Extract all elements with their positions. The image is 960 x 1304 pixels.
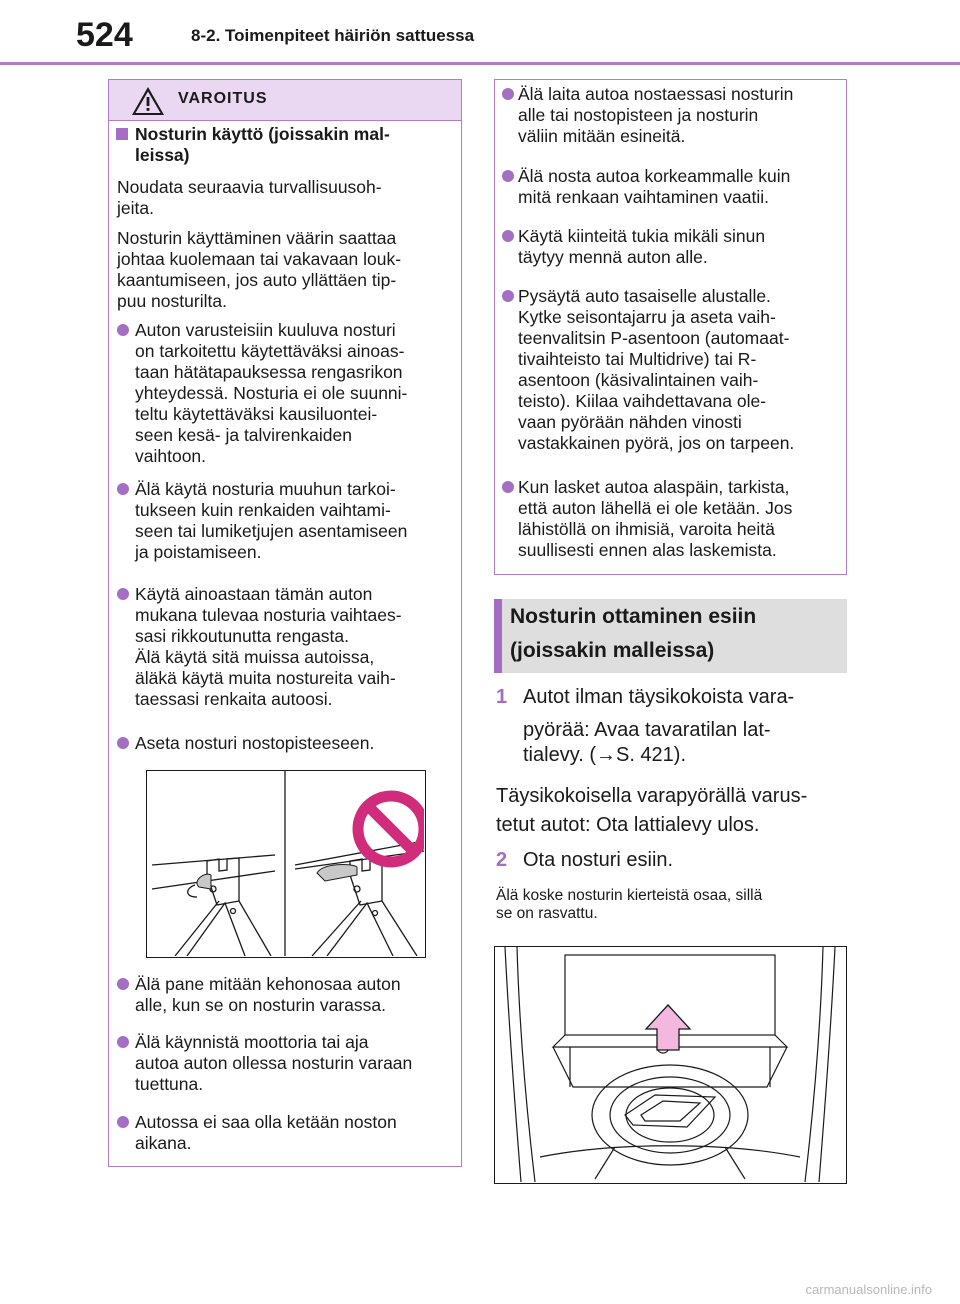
left-bullet-3-line: sasi rikkoutunutta rengasta. xyxy=(135,626,350,646)
mid-text-line: tetut autot: Ota lattialevy ulos. xyxy=(496,814,760,836)
left-bullet-5-line: alle, kun se on nosturin varassa. xyxy=(135,995,386,1015)
left-bullet-7-line: Autossa ei saa olla ketään noston xyxy=(135,1112,397,1132)
left-bullet-1-line: on tarkoitettu käytettäväksi ainoas- xyxy=(135,341,405,361)
left-bullet-1-line: vaihtoon. xyxy=(135,446,207,466)
right-bullet-4-line: teenvalitsin P-asentoon (automaat- xyxy=(518,328,790,348)
square-bullet xyxy=(116,128,128,140)
mid-text-line: Täysikokoisella varapyörällä varus- xyxy=(496,785,808,807)
right-bullet-3-line: täytyy mennä auton alle. xyxy=(518,247,708,267)
right-bullet-4-line: Kytke seisontajarru ja aseta vaih- xyxy=(518,307,776,327)
warning-subheading-2: leissa) xyxy=(135,145,190,165)
right-bullet-5-line: lähistöllä on ihmisiä, varoita heitä xyxy=(518,519,775,539)
page-header xyxy=(0,0,960,66)
bullet-icon xyxy=(117,737,129,749)
left-bullet-2-line: seen tai lumiketjujen asentamiseen xyxy=(135,521,408,541)
header-rule xyxy=(0,62,960,65)
note-line: Älä koske nosturin kierteistä osaa, sillä xyxy=(496,887,763,904)
bullet-icon xyxy=(502,170,514,182)
warning-para1-line: jeita. xyxy=(117,198,154,218)
right-bullet-4-line: vastakkainen pyörä, jos on tarpeen. xyxy=(518,433,795,453)
step-1-line: tialevy. (→S. 421). xyxy=(523,744,687,766)
bullet-icon xyxy=(502,290,514,302)
right-bullet-5-line: että auton lähellä ei ole ketään. Jos xyxy=(518,498,793,518)
page-number: 524 xyxy=(76,16,133,54)
right-bullet-2-line: mitä renkaan vaihtaminen vaatii. xyxy=(518,187,769,207)
bullet-icon xyxy=(502,230,514,242)
bullet-icon xyxy=(117,978,129,990)
bullet-icon xyxy=(117,483,129,495)
left-bullet-3-line: mukana tulevaa nosturia vaihtaes- xyxy=(135,605,402,625)
step-2-line: Ota nosturi esiin. xyxy=(523,849,674,871)
left-bullet-6-line: autoa auton ollessa nosturin varaan xyxy=(135,1053,413,1073)
warning-subheading-1: Nosturin käyttö (joissakin mal- xyxy=(135,124,390,144)
jack-drawing xyxy=(147,771,424,956)
section-heading-line-2: (joissakin malleissa) xyxy=(510,639,715,662)
right-bullet-4-line: Pysäytä auto tasaiselle alustalle. xyxy=(518,286,771,306)
left-bullet-3-line: Älä käytä sitä muissa autoissa, xyxy=(135,647,375,667)
step-1-line: Autot ilman täysikokoista vara- xyxy=(523,686,795,708)
left-bullet-1-line: yhteydessä. Nosturia ei ole suunni- xyxy=(135,383,408,403)
right-bullet-2-line: Älä nosta autoa korkeammalle kuin xyxy=(518,166,791,186)
warning-para2-line: Nosturin käyttäminen väärin saattaa xyxy=(117,228,397,248)
right-bullet-3-line: Käytä kiinteitä tukia mikäli sinun xyxy=(518,226,766,246)
bullet-icon xyxy=(117,324,129,336)
note-line: se on rasvattu. xyxy=(496,905,598,922)
right-bullet-1-line: väliin mitään esineitä. xyxy=(518,126,686,146)
trunk-drawing xyxy=(495,947,845,1182)
bullet-icon xyxy=(117,588,129,600)
warning-para2-line: johtaa kuolemaan tai vakavaan louk- xyxy=(117,249,402,269)
bullet-icon xyxy=(117,1036,129,1048)
left-bullet-6-line: Älä käynnistä moottoria tai aja xyxy=(135,1032,369,1052)
right-bullet-4-line: teisto). Kiilaa vaihdettavana ole- xyxy=(518,391,767,411)
step-1-line: pyörää: Avaa tavaratilan lat- xyxy=(523,719,771,741)
left-bullet-1-line: seen kesä- ja talvirenkaiden xyxy=(135,425,352,445)
section-title: 8-2. Toimenpiteet häiriön sattuessa xyxy=(191,26,475,45)
bullet-icon xyxy=(117,1116,129,1128)
warning-para2-line: puu nosturilta. xyxy=(117,291,227,311)
left-bullet-2-line: tukseen kuin renkaiden vaihtami- xyxy=(135,500,391,520)
section-heading-line-1: Nosturin ottaminen esiin xyxy=(510,605,757,628)
right-bullet-1-line: alle tai nostopisteen ja nosturin xyxy=(518,105,759,125)
section-heading-box xyxy=(494,599,847,673)
left-bullet-1-line: Auton varusteisiin kuuluva nosturi xyxy=(135,320,396,340)
up-arrow-icon xyxy=(646,1005,690,1050)
jack-placement-illustration xyxy=(146,770,426,958)
left-bullet-7-line: aikana. xyxy=(135,1133,192,1153)
left-bullet-1-line: teltu käytettäväksi kausiluontei- xyxy=(135,404,378,424)
step-number: 1 xyxy=(496,686,508,708)
warning-label: VAROITUS xyxy=(178,90,268,107)
warning-header xyxy=(109,80,461,121)
right-bullet-4-line: tivaihteisto tai Multidrive) tai R- xyxy=(518,349,757,369)
right-bullet-4-line: vaan pyörään nähden vinosti xyxy=(518,412,742,432)
left-bullet-3-line: taessasi renkaita autoosi. xyxy=(135,689,333,709)
left-bullet-6-line: tuettuna. xyxy=(135,1074,204,1094)
left-bullet-4-line: Aseta nosturi nostopisteeseen. xyxy=(135,733,375,753)
step-number: 2 xyxy=(496,849,508,871)
warning-para2-line: kaantumiseen, jos auto yllättäen tip- xyxy=(117,270,397,290)
right-bullet-5-line: suullisesti ennen alas laskemista. xyxy=(518,540,777,560)
heading-accent-bar xyxy=(494,599,502,673)
right-bullet-4-line: asentoon (käsivalintainen vaih- xyxy=(518,370,759,390)
bullet-icon xyxy=(502,481,514,493)
left-bullet-3-line: Käytä ainoastaan tämän auton xyxy=(135,584,373,604)
prohibited-icon xyxy=(358,796,424,862)
right-bullet-1-line: Älä laita autoa nostaessasi nosturin xyxy=(518,84,794,104)
left-bullet-3-line: äläkä käytä muita nostureita vaih- xyxy=(135,668,396,688)
warning-para1-line: Noudata seuraavia turvallisuusoh- xyxy=(117,177,382,197)
footer-watermark: carmanualsonline.info xyxy=(805,1282,932,1297)
right-bullet-5-line: Kun lasket autoa alaspäin, tarkista, xyxy=(518,477,790,497)
left-bullet-1-line: taan hätätapauksessa rengasrikon xyxy=(135,362,403,382)
warning-triangle-icon xyxy=(131,86,165,116)
trunk-jack-illustration xyxy=(494,946,847,1184)
left-bullet-5-line: Älä pane mitään kehonosaa auton xyxy=(135,974,401,994)
left-bullet-2-line: Älä käytä nosturia muuhun tarkoi- xyxy=(135,479,396,499)
bullet-icon xyxy=(502,88,514,100)
left-bullet-2-line: ja poistamiseen. xyxy=(135,542,262,562)
